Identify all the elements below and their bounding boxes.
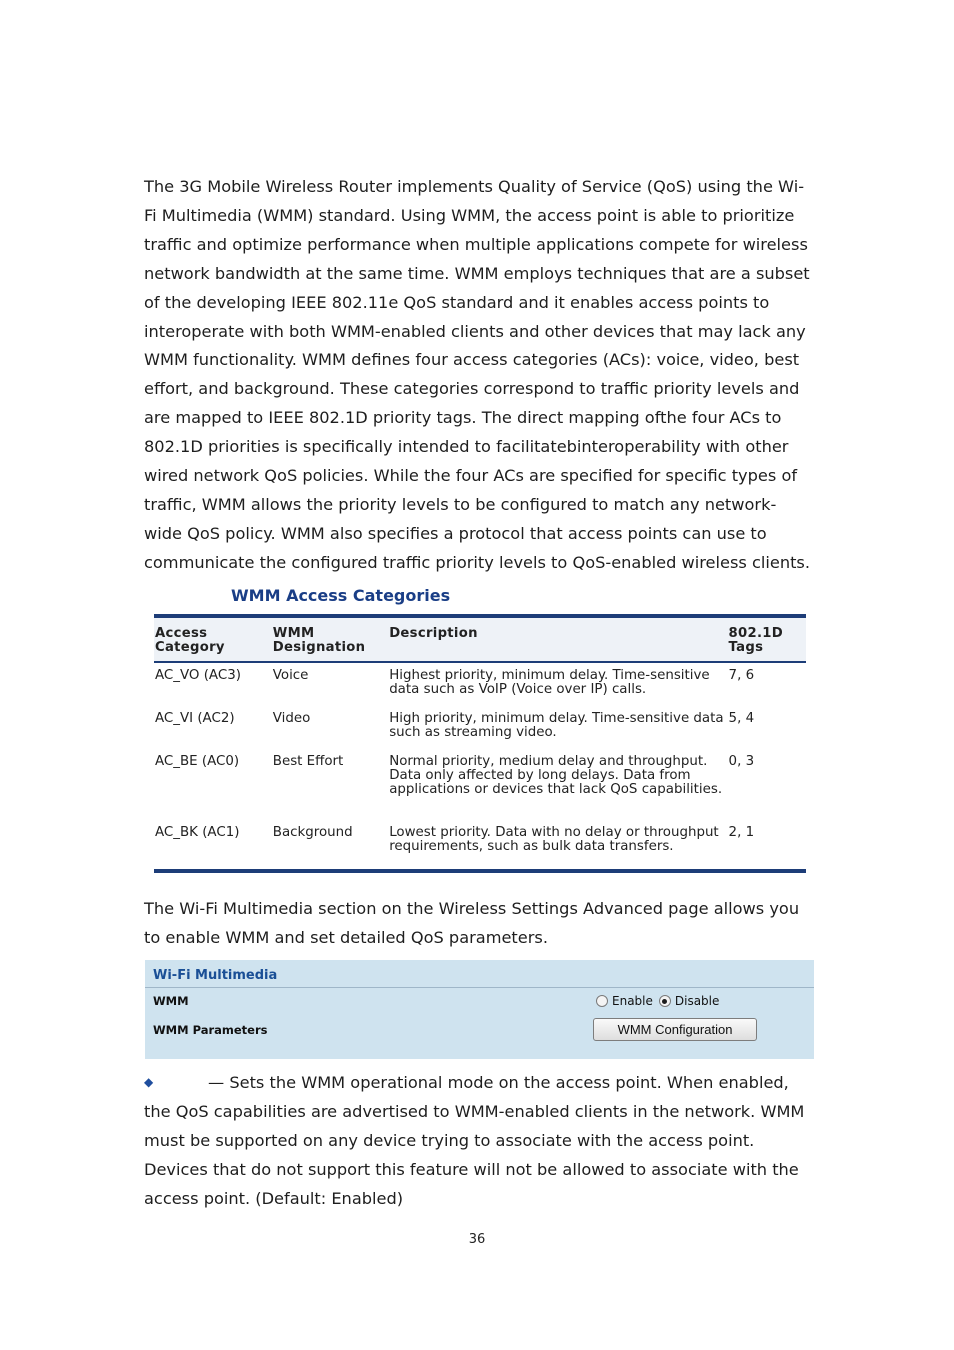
cell-description: Highest priority, minimum delay. Time-sensitive data such as VoIP (Voice over IP) calls. bbox=[389, 668, 710, 697]
cell-tags: 0, 3 bbox=[728, 754, 755, 769]
wifi-multimedia-panel bbox=[145, 960, 814, 1059]
panel-divider bbox=[145, 987, 814, 988]
wmm-label: WMM bbox=[153, 994, 189, 1008]
cell-category: AC_BE (AC0) bbox=[155, 754, 240, 769]
header-description: Description bbox=[388, 616, 727, 662]
table-row bbox=[154, 706, 806, 749]
cell-category: AC_VO (AC3) bbox=[155, 668, 241, 683]
wmm-access-categories-table bbox=[154, 614, 806, 873]
enable-radio-label[interactable]: Enable bbox=[612, 994, 653, 1008]
disable-radio-label[interactable]: Disable bbox=[674, 994, 720, 1008]
disable-radio[interactable] bbox=[659, 995, 671, 1007]
wmm-bullet-item bbox=[144, 1068, 814, 1214]
cell-tags: 2, 1 bbox=[728, 820, 806, 871]
intro-paragraph: The 3G Mobile Wireless Router implements Quality of Service (QoS) using the Wi-Fi Multimedia (WMM) standard. Using WMM, the access point is able to prioritize traffic and optimize performance when multiple applications compete for wireless network bandwidth at the same time. WMM employs techniques that are a subset of the developing IEEE 802.11e QoS standard and it enables access points to interoperate with both WMM-enabled clients and other devices that may lack any WMM functionality. WMM defines four access categories (ACs): voice, video, best effort, and background. These categories correspond to traffic priority levels and are mapped to IEEE 802.1D priority tags. The direct mapping ofthe four ACs to 802.1D priorities is specifically intended to facilitatebinteroperability with other wired network QoS policies. While the four ACs are specified for specific types of traffic, WMM allows the priority levels to be configured to match any network-wide QoS policy. WMM also specifies a protocol that access points can use to communicate the configured traffic priority levels to QoS-enabled wireless clients. bbox=[144, 177, 811, 572]
header-access-category: Access Category bbox=[154, 616, 272, 662]
cell-category: AC_VI (AC2) bbox=[155, 711, 235, 726]
header-8021d-tags: 802.1D Tags bbox=[728, 616, 806, 662]
cell-designation: Background bbox=[272, 820, 388, 871]
cell-description: High priority, minimum delay. Time-sensitive data such as streaming video. bbox=[389, 711, 724, 740]
enable-radio[interactable] bbox=[596, 995, 608, 1007]
table-row bbox=[154, 662, 806, 706]
cell-description: Lowest priority. Data with no delay or throughput requirements, such as bulk data transfers. bbox=[388, 820, 727, 871]
cell-category: AC_BK (AC1) bbox=[154, 820, 272, 871]
wifi-multimedia-intro: The Wi-Fi Multimedia section on the Wireless Settings Advanced page allows you to enable WMM and set detailed QoS parameters. bbox=[144, 899, 800, 947]
wmm-bullet-text: — Sets the WMM operational mode on the access point. When enabled, the QoS capabilities are advertised to WMM-enabled clients in the network. WMM must be supported on any device trying to associate with the access point. Devices that do not support this feature will not be allowed to associate with the access point. (Default: Enabled) bbox=[144, 1073, 805, 1208]
panel-title: Wi-Fi Multimedia bbox=[153, 968, 278, 983]
table-row bbox=[154, 820, 806, 871]
cell-designation: Video bbox=[272, 711, 311, 726]
table-header-row bbox=[154, 616, 806, 662]
wmm-parameters-label: WMM Parameters bbox=[153, 1023, 268, 1037]
page-number: 36 bbox=[468, 1232, 486, 1247]
table-row bbox=[154, 749, 806, 820]
cell-tags: 5, 4 bbox=[728, 711, 755, 726]
diamond-bullet-icon: ◆ bbox=[144, 1075, 154, 1089]
cell-description: Normal priority, medium delay and throughput. Data only affected by long delays. Data from applications or devices that lack QoS capabilities. bbox=[389, 754, 723, 797]
wmm-configuration-button[interactable]: WMM Configuration bbox=[593, 1018, 757, 1041]
cell-designation: Best Effort bbox=[272, 754, 344, 769]
header-wmm-designation: WMM Designation bbox=[272, 616, 388, 662]
cell-tags: 7, 6 bbox=[728, 668, 755, 683]
table-title: WMM Access Categories bbox=[231, 586, 451, 605]
cell-designation: Voice bbox=[272, 668, 309, 683]
wmm-mode-radio-group bbox=[596, 994, 725, 1008]
